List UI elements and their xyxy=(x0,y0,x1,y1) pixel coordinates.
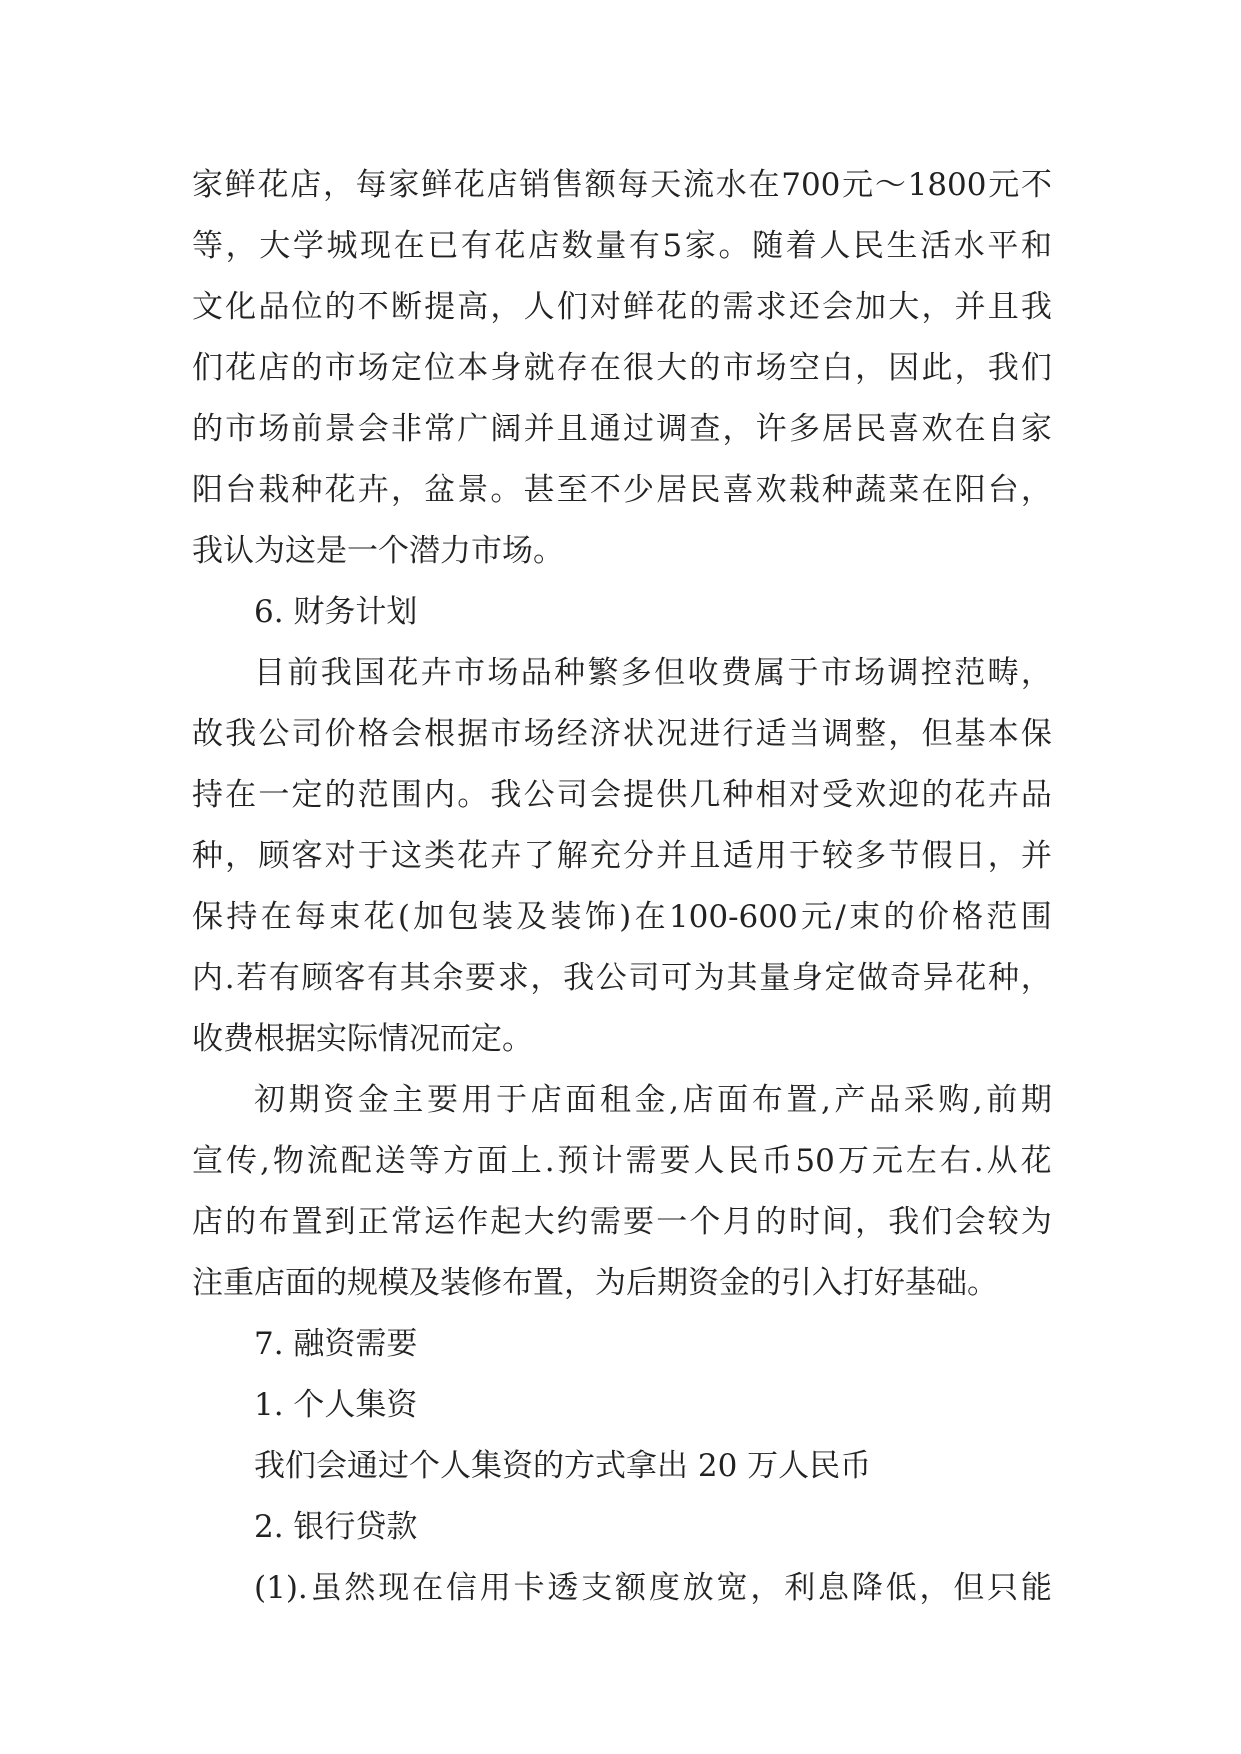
text-line: 2. 银行贷款 xyxy=(254,1509,418,1545)
text-line: 文 化 品 位 的 不 断 提 高 ， 人 们 对 鲜 花 的 需 求 还 会 加 大 ， 并 且 我 xyxy=(192,289,1052,325)
text-line: 收费根据实际情况而定。 xyxy=(192,1021,533,1057)
text-line: 初 期 资 金 主 要 用 于 店 面 租 金 , 店 面 布 置 , 产 品 采 购 , 前 期 xyxy=(254,1082,1052,1118)
text-line: 的 市 场 前 景 会 非 常 广 阔 并 且 通 过 调 查 ， 许 多 居 民 喜 欢 在 自 家 xyxy=(192,411,1052,447)
text-line: 7. 融资需要 xyxy=(254,1326,418,1362)
text-line: 1. 个人集资 xyxy=(254,1387,418,1423)
text-line: 等 ， 大 学 城 现 在 已 有 花 店 数 量 有 5 家 。 随 着 人 民 生 活 水 平 和 xyxy=(192,228,1052,264)
text-line: 家 鲜 花 店 ， 每 家 鲜 花 店 销 售 额 每 天 流 水 在 700 元 ～ 1800 元 不 xyxy=(192,167,1052,203)
text-line: 宣 传 , 物 流 配 送 等 方 面 上 . 预 计 需 要 人 民 币 50 万 元 左 右 . 从 花 xyxy=(192,1143,1052,1179)
text-line: 注重店面的规模及装修布置，为后期资金的引入打好基础。 xyxy=(192,1265,998,1301)
text-line: 持 在 一 定 的 范 围 内 。 我 公 司 会 提 供 几 种 相 对 受 欢 迎 的 花 卉 品 xyxy=(192,777,1052,813)
text-line: (1). 虽 然 现 在 信 用 卡 透 支 额 度 放 宽 ， 利 息 降 低 ， 但 只 能 xyxy=(254,1570,1052,1606)
text-line: 阳 台 栽 种 花 卉 ， 盆 景 。 甚 至 不 少 居 民 喜 欢 栽 种 蔬 菜 在 阳 台 ， xyxy=(192,472,1052,508)
text-line: 目 前 我 国 花 卉 市 场 品 种 繁 多 但 收 费 属 于 市 场 调 控 范 畴 ， xyxy=(254,655,1052,691)
text-line: 种 ， 顾 客 对 于 这 类 花 卉 了 解 充 分 并 且 适 用 于 较 多 节 假 日 ， 并 xyxy=(192,838,1052,874)
text-line: 我们会通过个人集资的方式拿出 20 万人民币 xyxy=(254,1448,872,1484)
text-line: 内 . 若 有 顾 客 有 其 余 要 求 ， 我 公 司 可 为 其 量 身 定 做 奇 异 花 种 ， xyxy=(192,960,1052,996)
text-line: 店 的 布 置 到 正 常 运 作 起 大 约 需 要 一 个 月 的 时 间 ， 我 们 会 较 为 xyxy=(192,1204,1052,1240)
text-line: 6. 财务计划 xyxy=(254,594,418,630)
text-line: 我认为这是一个潜力市场。 xyxy=(192,533,564,569)
text-line: 保 持 在 每 束 花 ( 加 包 装 及 装 饰 ) 在 100-600 元 / 束 的 价 格 范 围 xyxy=(192,899,1052,935)
text-line: 故 我 公 司 价 格 会 根 据 市 场 经 济 状 况 进 行 适 当 调 整 ， 但 基 本 保 xyxy=(192,716,1052,752)
document-body xyxy=(192,155,1052,1619)
text-line: 们 花 店 的 市 场 定 位 本 身 就 存 在 很 大 的 市 场 空 白 ， 因 此 ， 我 们 xyxy=(192,350,1052,386)
